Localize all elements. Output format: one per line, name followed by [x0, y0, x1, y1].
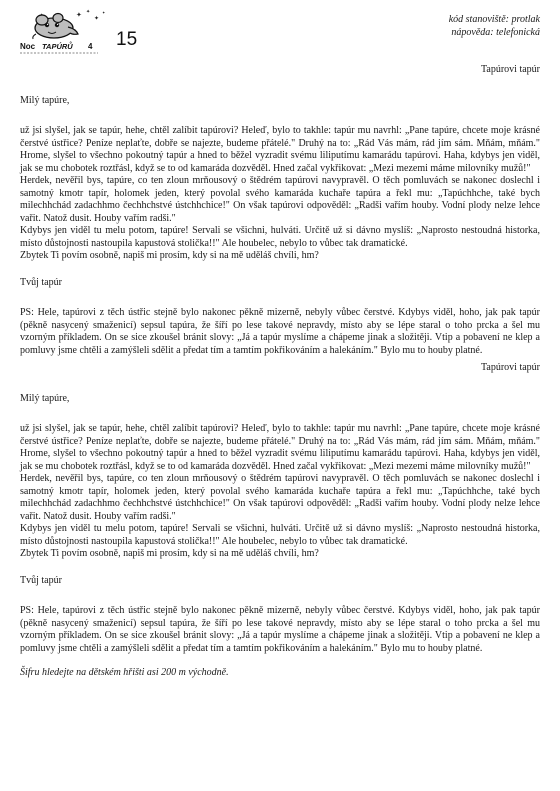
- letter-signature: Tvůj tapúr: [20, 574, 62, 586]
- tapir-logo: [18, 8, 118, 58]
- letter-content: [20, 64, 540, 680]
- hint-type: nápověda: telefonická: [451, 27, 540, 38]
- page-number: 15: [116, 29, 138, 50]
- letter-greeting: Milý tapúre,: [20, 94, 70, 106]
- station-code: kód stanoviště: protlak: [448, 14, 540, 25]
- letter-paragraph: už jsi slyšel, jak se tapúr, hehe, chtěl zalíbit tapúrovi? Heleď, bylo to takhle: tapúr mu navrhl: „Pane tapúre, chcete moje krásné čerstvé ústřice? Peníze neplaťte, dobře se najezte, budeme přátelé." Druhý na to: „Rád Vás mám, rád jím sám. Mňám, mňám." Hrome, slyšel to všechno pokoutný tapúr a hned to běžel vyzradit svému liliputímu kamarádu tapúrovi. Haha, kdybys jen viděl, jak se mu chobotek roztřásl, když se to od kamaráda dozvěděl. Hned začal vykřikovat: „Mezi mezemi máme milovníky mužů!": [20, 125, 540, 174]
- logo-lettering: 4: [88, 42, 93, 51]
- cipher-location-note: Šifru hledejte na dětském hřišti asi 200 m východně.: [20, 667, 229, 678]
- tapir-icon: [33, 14, 78, 40]
- letter-greeting: Milý tapúre,: [20, 392, 70, 404]
- letter-postscript: PS: Hele, tapúrovi z těch ústřic stejně bylo nakonec pěkně mizerně, nebyly vůbec čerstvé. Kdybys viděl, hoho, jak pak tapúr (pěkně nasycený smaženicí) sepsul tapúra, že šíří po lese takové nepravdy, místo aby se lépe staral o toho prcka a šel mu vzorným příkladem. On se sice zkoušel bránit slovy: „Já a tapúr myslíme a chápeme jinak a složitěji. Vtip a pobavení ne klep a pomluvy jsme chtěli a zamýšleli sdělit a předat tím a tamtím pokřikováním a halekáním." Bylo mu to houby platné.: [20, 307, 540, 356]
- station-info: [449, 13, 540, 39]
- letter-recipient: Tapúrovi tapúr: [480, 64, 540, 75]
- page-header: [0, 0, 560, 60]
- letter-paragraph: už jsi slyšel, jak se tapúr, hehe, chtěl zalíbit tapúrovi? Heleď, bylo to takhle: tapúr mu navrhl: „Pane tapúre, chcete moje krásné čerstvé ústřice? Peníze neplaťte, dobře se najezte, budeme přátelé." Druhý na to: „Rád Vás mám, rád jím sám. Mňám, mňám." Hrome, slyšel to všechno pokoutný tapúr a hned to běžel vyzradit svému liliputímu kamarádu tapúrovi. Haha, kdybys jen viděl, jak se mu chobotek roztřásl, když se to od kamaráda dozvěděl. Hned začal vykřikovat: „Mezi mezemi máme milovníky mužů!": [20, 423, 540, 472]
- letter-recipient: Tapúrovi tapúr: [480, 362, 540, 373]
- logo-lettering: TAPÚRŮ: [42, 42, 73, 51]
- letter-paragraph: Herdek, nevěřil bys, tapúre, co ten zloun mrňousový o štědrém tapúrovi navypravěl. O těch pomluvách se nakonec doslechl i samotný kmotr tapír, holomek jeden, který povolal svého kamaráda kuchaře tapúra a řekl mu: „Tapúchhche, také bych milechhchád zadachhmo čechhchstvé ústchhchice!" On však tapúrovi odpověděl: „Radši vařím houby. Vodní plody nelze lehce vařit. Natož dusit. Houby vařím radši.": [20, 473, 540, 522]
- star-icon: ✦: [102, 10, 106, 15]
- letter-paragraph: Zbytek Ti povím osobně, napiš mi prosím, kdy si na mě uděláš chvíli, hm?: [20, 250, 319, 261]
- letter-paragraph: Kdybys jen viděl tu melu potom, tapúre! Servali se všichni, hulváti. Určitě už si dávno myslíš: „Naprosto nestoudná historka, místo důstojnosti nastoupila kapustová stolička!!" Ale houbelec, nebylo to vůbec tak dramatické.: [20, 523, 540, 547]
- letter-signature: Tvůj tapúr: [20, 276, 62, 288]
- letter-paragraph: Herdek, nevěřil bys, tapúre, co ten zloun mrňousový o štědrém tapúrovi navypravěl. O těch pomluvách se nakonec doslechl i samotný kmotr tapír, holomek jeden, který povolal svého kamaráda kuchaře tapúra a řekl mu: „Tapúchhche, také bych milechhchád zadachhmo čechhchstvé ústchhchice!" On však tapúrovi odpověděl: „Radši vařím houby. Vodní plody nelze lehce vařit. Natož dusit. Houby vařím radši.": [20, 175, 540, 224]
- star-icon: ✦: [94, 16, 100, 22]
- letter-paragraph: Zbytek Ti povím osobně, napiš mi prosím, kdy si na mě uděláš chvíli, hm?: [20, 548, 319, 559]
- star-icon: ✦: [76, 11, 82, 19]
- letter-postscript: PS: Hele, tapúrovi z těch ústřic stejně bylo nakonec pěkně mizerně, nebyly vůbec čerstvé. Kdybys viděl, hoho, jak pak tapúr (pěkně nasycený smaženicí) sepsul tapúra, že šíří po lese takové nepravdy, místo aby se lépe staral o toho prcka a šel mu vzorným příkladem. On se sice zkoušel bránit slovy: „Já a tapúr myslíme a chápeme jinak a složitěji. Vtip a pobavení ne klep a pomluvy jsme chtěli a zamýšleli sdělit a předat tím a tamtím pokřikováním a halekáním." Bylo mu to houby platné.: [20, 605, 540, 654]
- logo-lettering: Noc: [20, 42, 36, 51]
- letter-paragraph: Kdybys jen viděl tu melu potom, tapúre! Servali se všichni, hulváti. Určitě už si dávno myslíš: „Naprosto nestoudná historka, místo důstojnosti nastoupila kapustová stolička!!" Ale houbelec, nebylo to vůbec tak dramatické.: [20, 225, 540, 249]
- star-icon: ✦: [86, 10, 91, 15]
